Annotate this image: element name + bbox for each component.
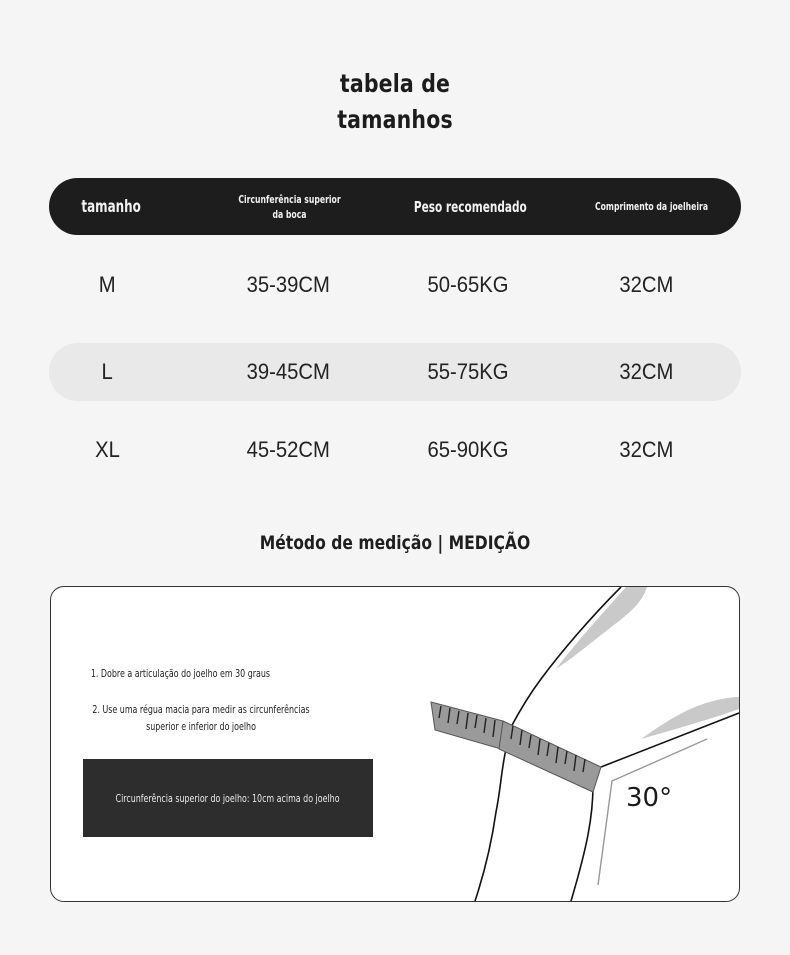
cell-weight: 55-75KG	[427, 359, 509, 384]
shin-outline-left	[475, 749, 506, 901]
table-row	[49, 343, 741, 401]
measuring-tape	[431, 702, 601, 792]
knee-illustration	[421, 587, 739, 901]
table-row	[49, 421, 741, 479]
measurement-panel	[50, 586, 740, 902]
table-row	[49, 256, 741, 314]
cell-circumference: 39-45CM	[246, 359, 330, 384]
thigh-shadow	[556, 587, 647, 669]
cell-circumference: 45-52CM	[246, 437, 330, 462]
cell-size: L	[101, 359, 113, 384]
cell-circumference: 35-39CM	[246, 272, 330, 297]
cell-length: 32CM	[619, 359, 673, 384]
page-title	[71, 66, 719, 138]
cell-size: M	[98, 272, 116, 297]
measurement-heading: Método de medição | MEDIÇÃO	[259, 532, 531, 554]
title-line-2: tamanhos	[337, 105, 453, 134]
header-circumference: Circunferência superior da boca	[238, 192, 341, 221]
angle-label: 30°	[626, 783, 673, 813]
cell-weight: 50-65KG	[427, 272, 509, 297]
measurement-note: Circunferência superior do joelho: 10cm acima do joelho	[83, 759, 373, 837]
cell-size: XL	[94, 437, 120, 462]
title-line-1: tabela de	[339, 69, 451, 98]
cell-weight: 65-90KG	[427, 437, 509, 462]
cell-length: 32CM	[619, 437, 673, 462]
header-size: tamanho	[81, 196, 141, 217]
step-1: 1. Dobre a articulação do joelho em 30 graus	[90, 667, 270, 680]
step-2: 2. Use uma régua macia para medir as circunferências superior e inferior do joelho	[92, 703, 310, 733]
cell-length: 32CM	[619, 272, 673, 297]
size-table-header	[49, 178, 741, 235]
shin-outline-right	[571, 785, 593, 901]
header-length: Comprimento da joelheira	[594, 200, 708, 213]
header-weight: Peso recomendado	[413, 197, 527, 216]
